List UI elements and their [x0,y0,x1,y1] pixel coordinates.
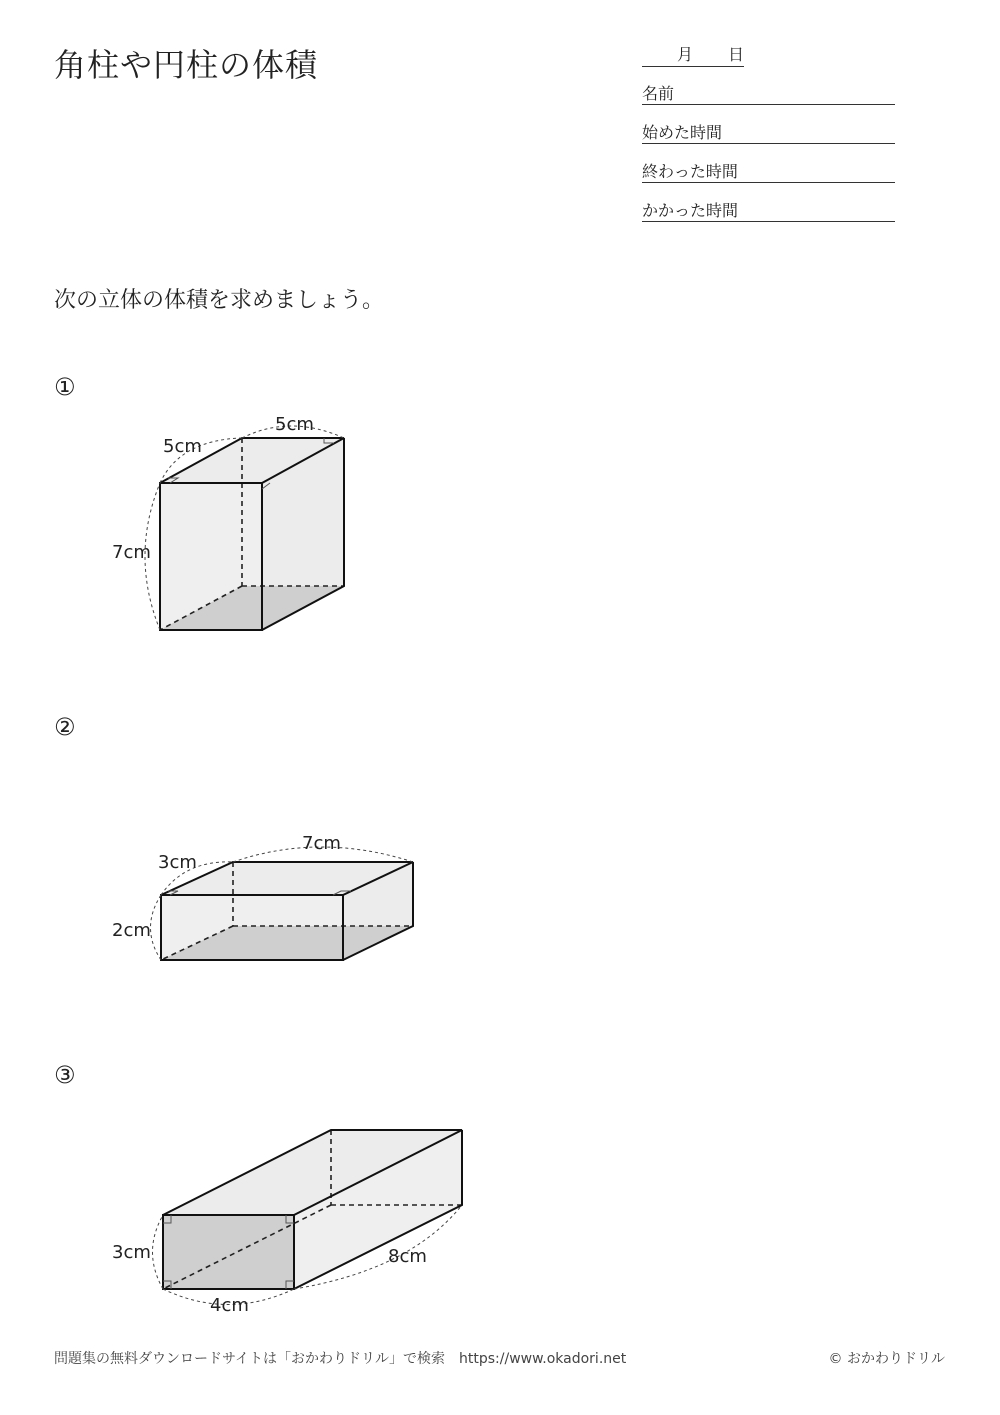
problem-1-number: ① [54,373,76,401]
start-time-label: 始めた時間 [642,123,723,142]
instruction-text: 次の立体の体積を求めましょう。 [54,288,385,313]
problem-3-number: ③ [54,1061,76,1089]
p3-height-label: 3cm [112,1242,151,1263]
p1-height-label: 7cm [112,542,151,563]
p1-depth-label: 5cm [163,436,202,457]
problem-2-number: ② [54,713,76,741]
day-label: 日 [728,45,745,64]
p3-front-face [163,1215,294,1289]
end-time-label: 終わった時間 [642,162,738,181]
name-label: 名前 [642,84,675,103]
p1-width-label: 5cm [275,414,314,435]
p2-height-label: 2cm [112,920,151,941]
p3-length-label: 8cm [388,1246,427,1267]
p2-length-label: 7cm [302,833,341,854]
p3-height-arc [153,1215,164,1289]
month-label: 月 [677,45,694,64]
p2-depth-label: 3cm [158,852,197,873]
p3-width-label: 4cm [210,1295,249,1316]
duration-label: かかった時間 [642,201,739,220]
footer-site-text: 問題集の無料ダウンロードサイトは「おかわりドリル」で検索 https://www.okadori.net [54,1351,627,1367]
page-title: 角柱や円柱の体積 [54,46,319,84]
footer-copyright: © おかわりドリル [828,1351,945,1367]
